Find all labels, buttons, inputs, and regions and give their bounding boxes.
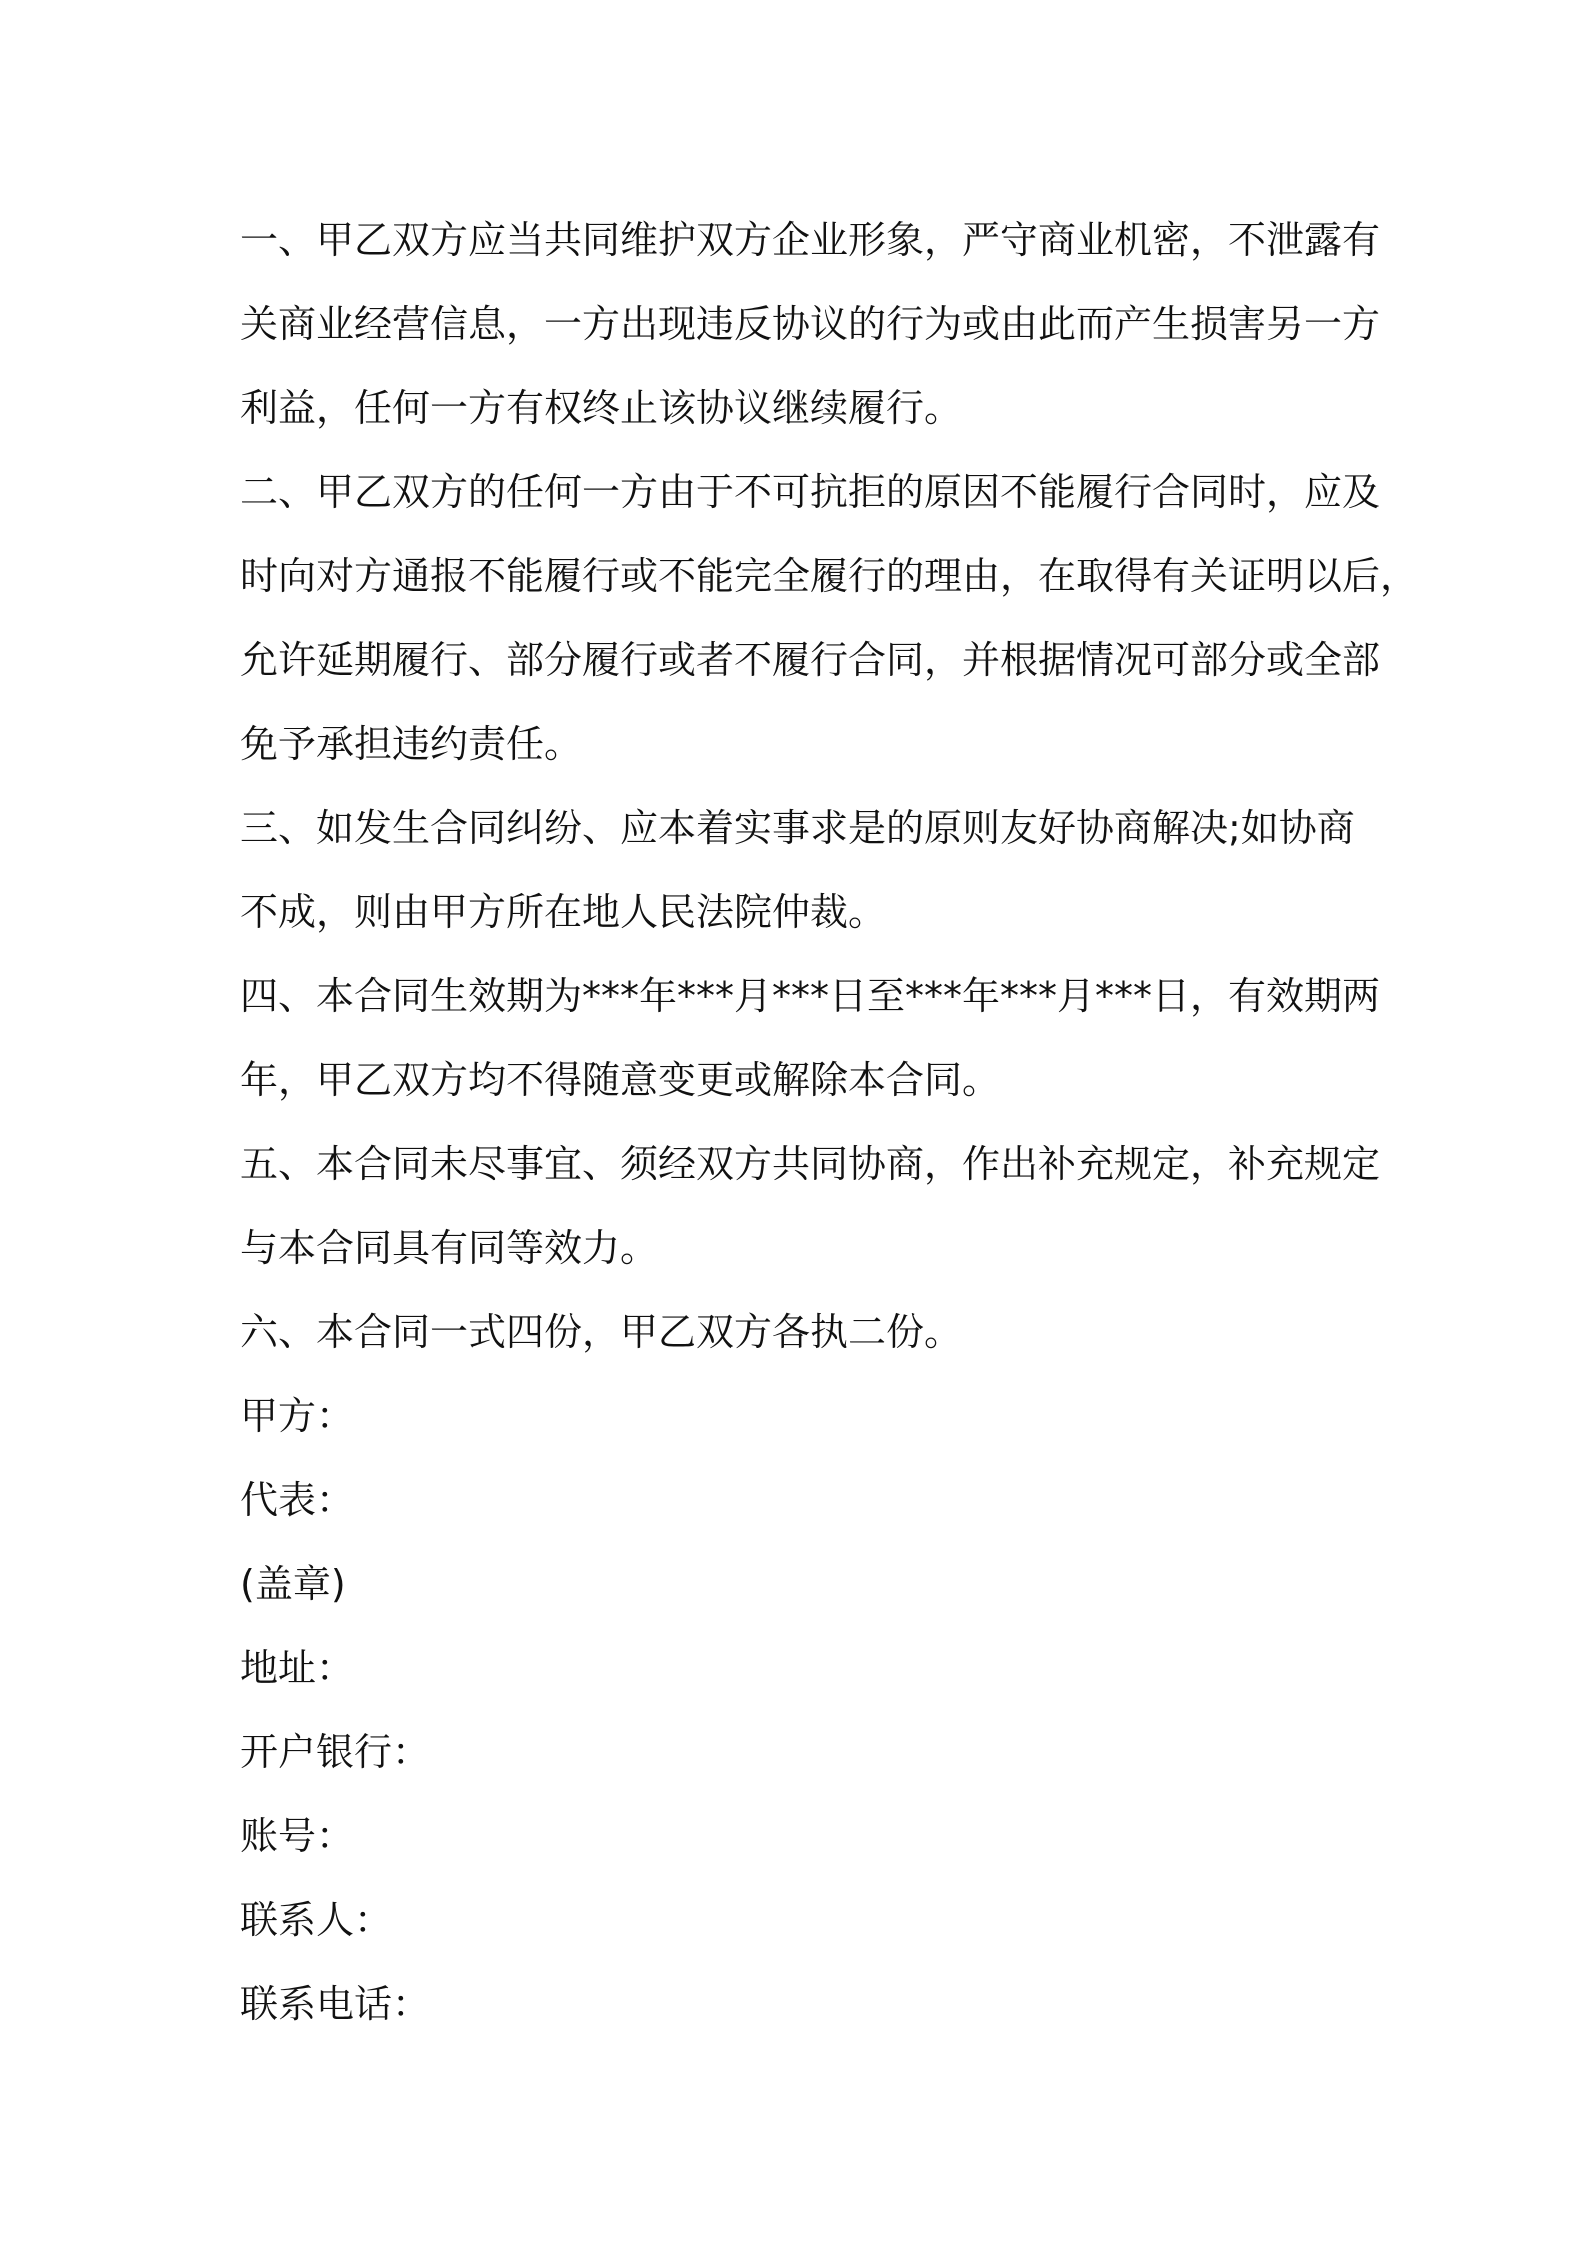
clause-1-line-3: 利益，任何一方有权终止该协议继续履行。 <box>240 386 963 430</box>
clause-1-line-2: 关商业经营信息，一方出现违反协议的行为或由此而产生损害另一方 <box>240 302 1381 346</box>
party-a-field: 甲方： <box>240 1394 355 1438</box>
bank-field: 开户银行： <box>240 1730 431 1774</box>
clause-3-line-2: 不成，则由甲方所在地人民法院仲裁。 <box>240 890 887 934</box>
clause-2-line-4: 免予承担违约责任。 <box>240 722 583 766</box>
contract-text <box>240 198 1419 2046</box>
clause-3-line-1: 三、如发生合同纠纷、应本着实事求是的原则友好协商解决;如协商 <box>240 806 1355 850</box>
seal-field: (盖章) <box>240 1562 346 1606</box>
clause-6-line-1: 六、本合同一式四份，甲乙双方各执二份。 <box>240 1310 963 1354</box>
clause-1-line-1: 一、甲乙双方应当共同维护双方企业形象，严守商业机密，不泄露有 <box>240 218 1381 262</box>
clause-4-line-2: 年，甲乙双方均不得随意变更或解除本合同。 <box>240 1058 1001 1102</box>
clause-5-line-1: 五、本合同未尽事宜、须经双方共同协商，作出补充规定，补充规定 <box>240 1142 1381 1186</box>
representative-field: 代表： <box>240 1478 355 1522</box>
clause-4-line-1: 四、本合同生效期为***年***月***日至***年***月***日，有效期两 <box>240 974 1381 1018</box>
clause-2-line-2: 时向对方通报不能履行或不能完全履行的理由，在取得有关证明以后， <box>240 554 1419 598</box>
clause-5-line-2: 与本合同具有同等效力。 <box>240 1226 659 1270</box>
address-field: 地址： <box>240 1646 355 1690</box>
account-number-field: 账号： <box>240 1814 355 1858</box>
clause-2-line-1: 二、甲乙双方的任何一方由于不可抗拒的原因不能履行合同时，应及 <box>240 470 1381 514</box>
clause-2-line-3: 允许延期履行、部分履行或者不履行合同，并根据情况可部分或全部 <box>240 638 1381 682</box>
contact-phone-field: 联系电话： <box>240 1982 431 2026</box>
contact-person-field: 联系人： <box>240 1898 393 1942</box>
